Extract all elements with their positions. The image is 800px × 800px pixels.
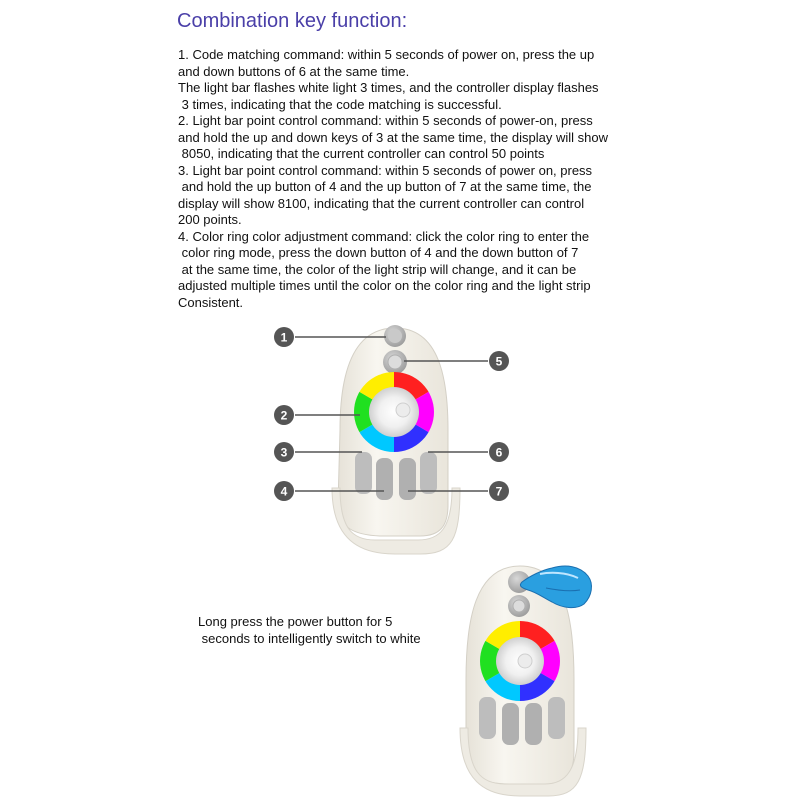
- callout-badge-3: [274, 442, 294, 462]
- color-ring-center: [369, 387, 419, 437]
- color-ring-center-dot: [396, 403, 410, 417]
- instruction-line: 200 points.: [178, 212, 242, 227]
- instruction-line: 3. Light bar point control command: within 5 seconds of power on, press: [178, 162, 593, 178]
- instruction-line: The light bar flashes white light 3 times, and the controller display flashes: [178, 80, 599, 95]
- zone-button-4: [548, 697, 565, 739]
- callout-badge-6: [489, 442, 509, 462]
- instruction-line: at the same time, the color of the light strip will change, and it can be: [178, 261, 577, 277]
- instruction-line: and down buttons of 6 at the same time.: [178, 63, 410, 79]
- callout-badge-7: [489, 481, 509, 501]
- callout-number: 4: [280, 484, 288, 499]
- zone-button-1: [479, 697, 496, 739]
- zone-button-3: [525, 703, 542, 745]
- mode-button-face: [513, 600, 525, 612]
- callout-badge-5: [489, 351, 509, 371]
- callout-badge-1: [274, 327, 294, 347]
- zone-button-2: [502, 703, 519, 745]
- color-ring-center-dot: [518, 654, 532, 668]
- instruction-line: color ring mode, press the down button of 4 and the down button of 7: [178, 245, 579, 260]
- callout-number: 6: [495, 445, 503, 460]
- instruction-line: 2. Light bar point control command: within 5 seconds of power-on, press: [178, 113, 593, 128]
- remote-diagram-long-press: [460, 566, 591, 796]
- instruction-line: 4. Color ring color adjustment command: click the color ring to enter the: [178, 228, 590, 244]
- instruction-line: and hold the up button of 4 and the up button of 7 at the same time, the: [178, 179, 592, 194]
- callout-number: 3: [280, 445, 288, 460]
- power-button-face: [388, 329, 402, 343]
- callout-badge-2: [274, 405, 294, 425]
- instruction-line: Consistent.: [178, 294, 244, 310]
- callout-badge-4: [274, 481, 294, 501]
- instruction-line: adjusted multiple times until the color on the color ring and the light strip: [178, 278, 591, 293]
- zone-button-2: [376, 458, 393, 500]
- page-title: Combination key function:: [177, 10, 408, 32]
- callout-number: 5: [495, 354, 503, 369]
- callout-number: 2: [280, 408, 288, 423]
- callout-number: 1: [280, 330, 288, 345]
- zone-button-3: [399, 458, 416, 500]
- instruction-line: 3 times, indicating that the code matching is successful.: [178, 96, 502, 112]
- long-press-caption: [198, 613, 421, 647]
- instruction-line: 1. Code matching command: within 5 seconds of power on, press the up: [178, 47, 595, 62]
- zone-button-1: [355, 452, 372, 494]
- instruction-line: 8050, indicating that the current controller can control 50 points: [178, 146, 545, 161]
- mode-button-face: [388, 355, 402, 369]
- caption-line: Long press the power button for 5: [198, 614, 393, 629]
- zone-button-4: [420, 452, 437, 494]
- instruction-line: display will show 8100, indicating that the current controller can control: [178, 195, 585, 211]
- instruction-line: and hold the up and down keys of 3 at the same time, the display will show: [178, 129, 608, 145]
- remote-diagram-main: [332, 325, 460, 554]
- caption-line: seconds to intelligently switch to white: [198, 631, 421, 646]
- callout-number: 7: [495, 484, 503, 499]
